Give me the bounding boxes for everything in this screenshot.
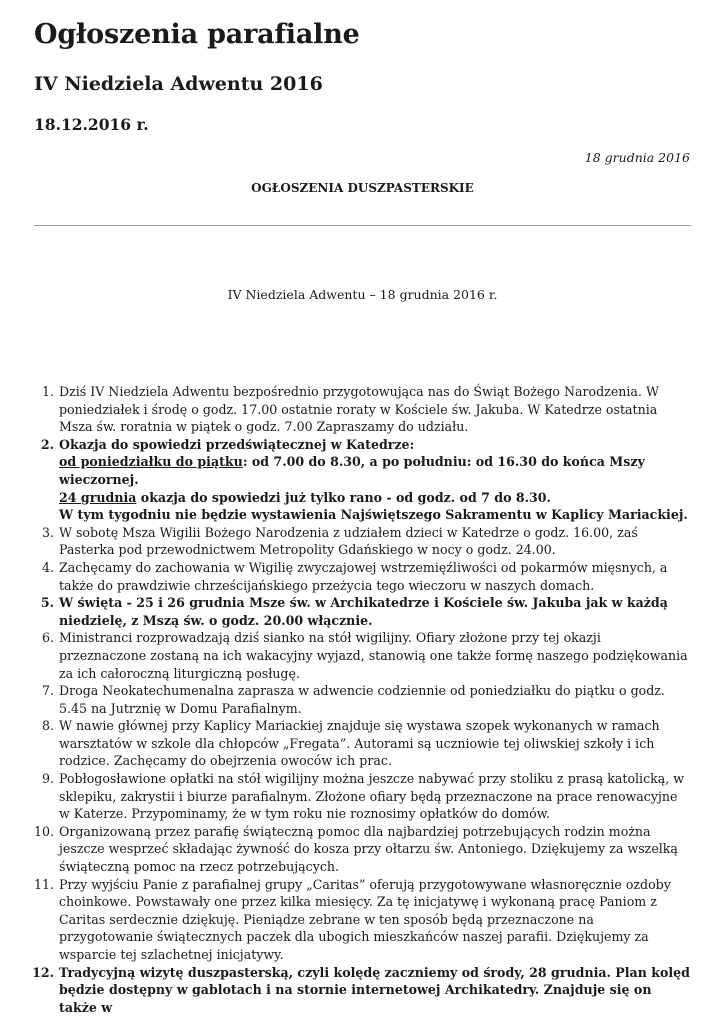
weekdays-hours: : od 7.00 do 8.30, a po południu: od 16.30 do końca Mszy wieczornej. bbox=[59, 454, 645, 487]
item-text: W sobotę Msza Wigilii Bożego Narodzenia z udziałem dzieci w Katedrze o godz. 16.00, zaś Pasterka pod przewodnictwem Metropolity Gdańskiego w nocy o godz. 24.00. bbox=[59, 524, 638, 558]
page-subtitle: IV Niedziela Adwentu 2016 bbox=[34, 73, 323, 95]
item-text: W święta - 25 i 26 grudnia Msze św. w Archikatedrze i Kościele św. Jakuba jak w każdą niedzielę, z Mszą św. o godz. 20.00 włącznie. bbox=[59, 595, 668, 628]
item-number: 10. bbox=[33, 823, 54, 839]
list-item bbox=[41, 383, 691, 436]
page-title: Ogłoszenia parafialne bbox=[34, 19, 360, 50]
list-item bbox=[40, 594, 691, 629]
item-number: 11. bbox=[33, 876, 54, 892]
item-text: Droga Neokatechumenalna zaprasza w adwencie codziennie od poniedziałku do piątku o godz. 5.45 na Jutrznię w Domu Parafialnym. bbox=[59, 683, 665, 716]
item-text: Organizowaną przez parafię świąteczną pomoc dla najbardziej potrzebujących rodzin można jeszcze wesprzeć składając żywność do kosza przy ołtarzu św. Antoniego. Dziękujemy za wszelką świąteczną pomoc na rzecz potrzebujących. bbox=[59, 823, 678, 875]
day-heading: IV Niedziela Adwentu – 18 grudnia 2016 r. bbox=[227, 287, 498, 302]
item-text: Zachęcamy do zachowania w Wigilię zwyczajowej wstrzemięźliwości od pokarmów mięsnych, a także do prawdziwie chrześcijańskiego przeżycia tego wieczoru w naszych domach. bbox=[59, 559, 668, 593]
adoration-notice: W tym tygodniu nie będzie wystawienia Najświętszego Sakramentu w Kaplicy Mariackiej. bbox=[59, 507, 688, 523]
list-item bbox=[40, 436, 691, 524]
list-item bbox=[41, 559, 691, 594]
dec24-label: 24 grudnia bbox=[59, 489, 137, 505]
item-number: 9. bbox=[41, 771, 54, 787]
item-text: Pobłogosławione opłatki na stół wigilijny można jeszcze nabywać przy stoliku z prasą katolicką, w sklepiku, zakrystii i biurze parafialnym. Złożone ofiary będą przeznaczone na prace renowacyjne w Katerze. Przypominamy, że w tym roku nie roznosimy opłatków do domów. bbox=[59, 771, 685, 822]
dec24-hours: okazja do spowiedzi już tylko rano - od godz. od 7 do 8.30. bbox=[136, 489, 551, 505]
item-text: Ministranci rozprowadzają dziś sianko na stół wigilijny. Ofiary złożone przy tej okazji przeznaczone zostaną na ich wakacyjny wyjazd, stanowią one także formę naszego podziękowania za ich całoroczną liturgiczną posługę. bbox=[59, 630, 688, 681]
item-text: Tradycyjną wizytę duszpasterską, czyli kolędę zaczniemy od środy, 28 grudnia. Plan kolęd będzie dostępny w gablotach i na stornie internetowej Archikatedry. Znajduje się on także w bbox=[59, 964, 690, 1015]
item-number: 6. bbox=[41, 630, 54, 646]
announcements-list bbox=[32, 383, 691, 1016]
confession-dec24 bbox=[59, 489, 691, 507]
section-title: OGŁOSZENIA DUSZPASTERSKIE bbox=[251, 181, 474, 195]
item-number: 2. bbox=[40, 436, 54, 452]
list-item bbox=[33, 876, 691, 964]
item-number: 5. bbox=[40, 595, 54, 611]
list-item bbox=[41, 770, 691, 823]
list-item bbox=[32, 964, 691, 1017]
item-number: 1. bbox=[41, 384, 54, 399]
weekdays-label: od poniedziałku do piątku bbox=[59, 454, 243, 470]
item-number: 4. bbox=[41, 559, 54, 575]
list-item bbox=[41, 717, 691, 770]
list-item bbox=[41, 629, 691, 682]
item-text: W nawie głównej przy Kaplicy Mariackiej znajduje się wystawa szopek wykonanych w ramach warsztatów w szkole dla chłopców „Fregata”. Autorami są uczniowie tej oliwskiej szkoły i ich rodzice. Zachęcamy do obejrzenia owoców ich prac. bbox=[59, 718, 660, 769]
horizontal-divider bbox=[34, 225, 691, 226]
item-text: Dziś IV Niedziela Adwentu bezpośrednio przygotowująca nas do Świąt Bożego Narodzenia. W poniedziałek i środę o godz. 17.00 ostatnie roraty w Kościele św. Jakuba. W Katedrze ostatnia Msza św. roratnia w piątek o godz. 7.00 Zapraszamy do udziału. bbox=[59, 384, 659, 435]
item-number: 8. bbox=[41, 718, 54, 734]
item-number: 12. bbox=[32, 964, 54, 980]
list-item bbox=[41, 682, 691, 717]
item-number: 7. bbox=[41, 683, 54, 699]
confession-heading: Okazja do spowiedzi przedświątecznej w Katedrze: bbox=[59, 436, 415, 452]
list-item bbox=[33, 823, 691, 876]
item-number: 3. bbox=[41, 524, 54, 540]
post-date: 18.12.2016 r. bbox=[34, 115, 149, 134]
document-date: 18 grudnia 2016 bbox=[584, 150, 690, 165]
confession-weekdays bbox=[59, 453, 691, 488]
item-text: Przy wyjściu Panie z parafialnej grupy „Caritas” oferują przygotowywane własnoręcznie ozdoby choinkowe. Powstawały one przez kilka miesięcy. Za tę inicjatywę i wykonaną pracę Paniom z Caritas serdecznie dziękuję. Pieniądze zebrane w ten sposób będą przeznaczone na przygotowanie świątecznych paczek dla ubogich mieszkańców naszej parafii. Dziękujemy za wsparcie tej szlachetnej inicjatywy. bbox=[59, 876, 671, 962]
list-item bbox=[41, 524, 691, 559]
